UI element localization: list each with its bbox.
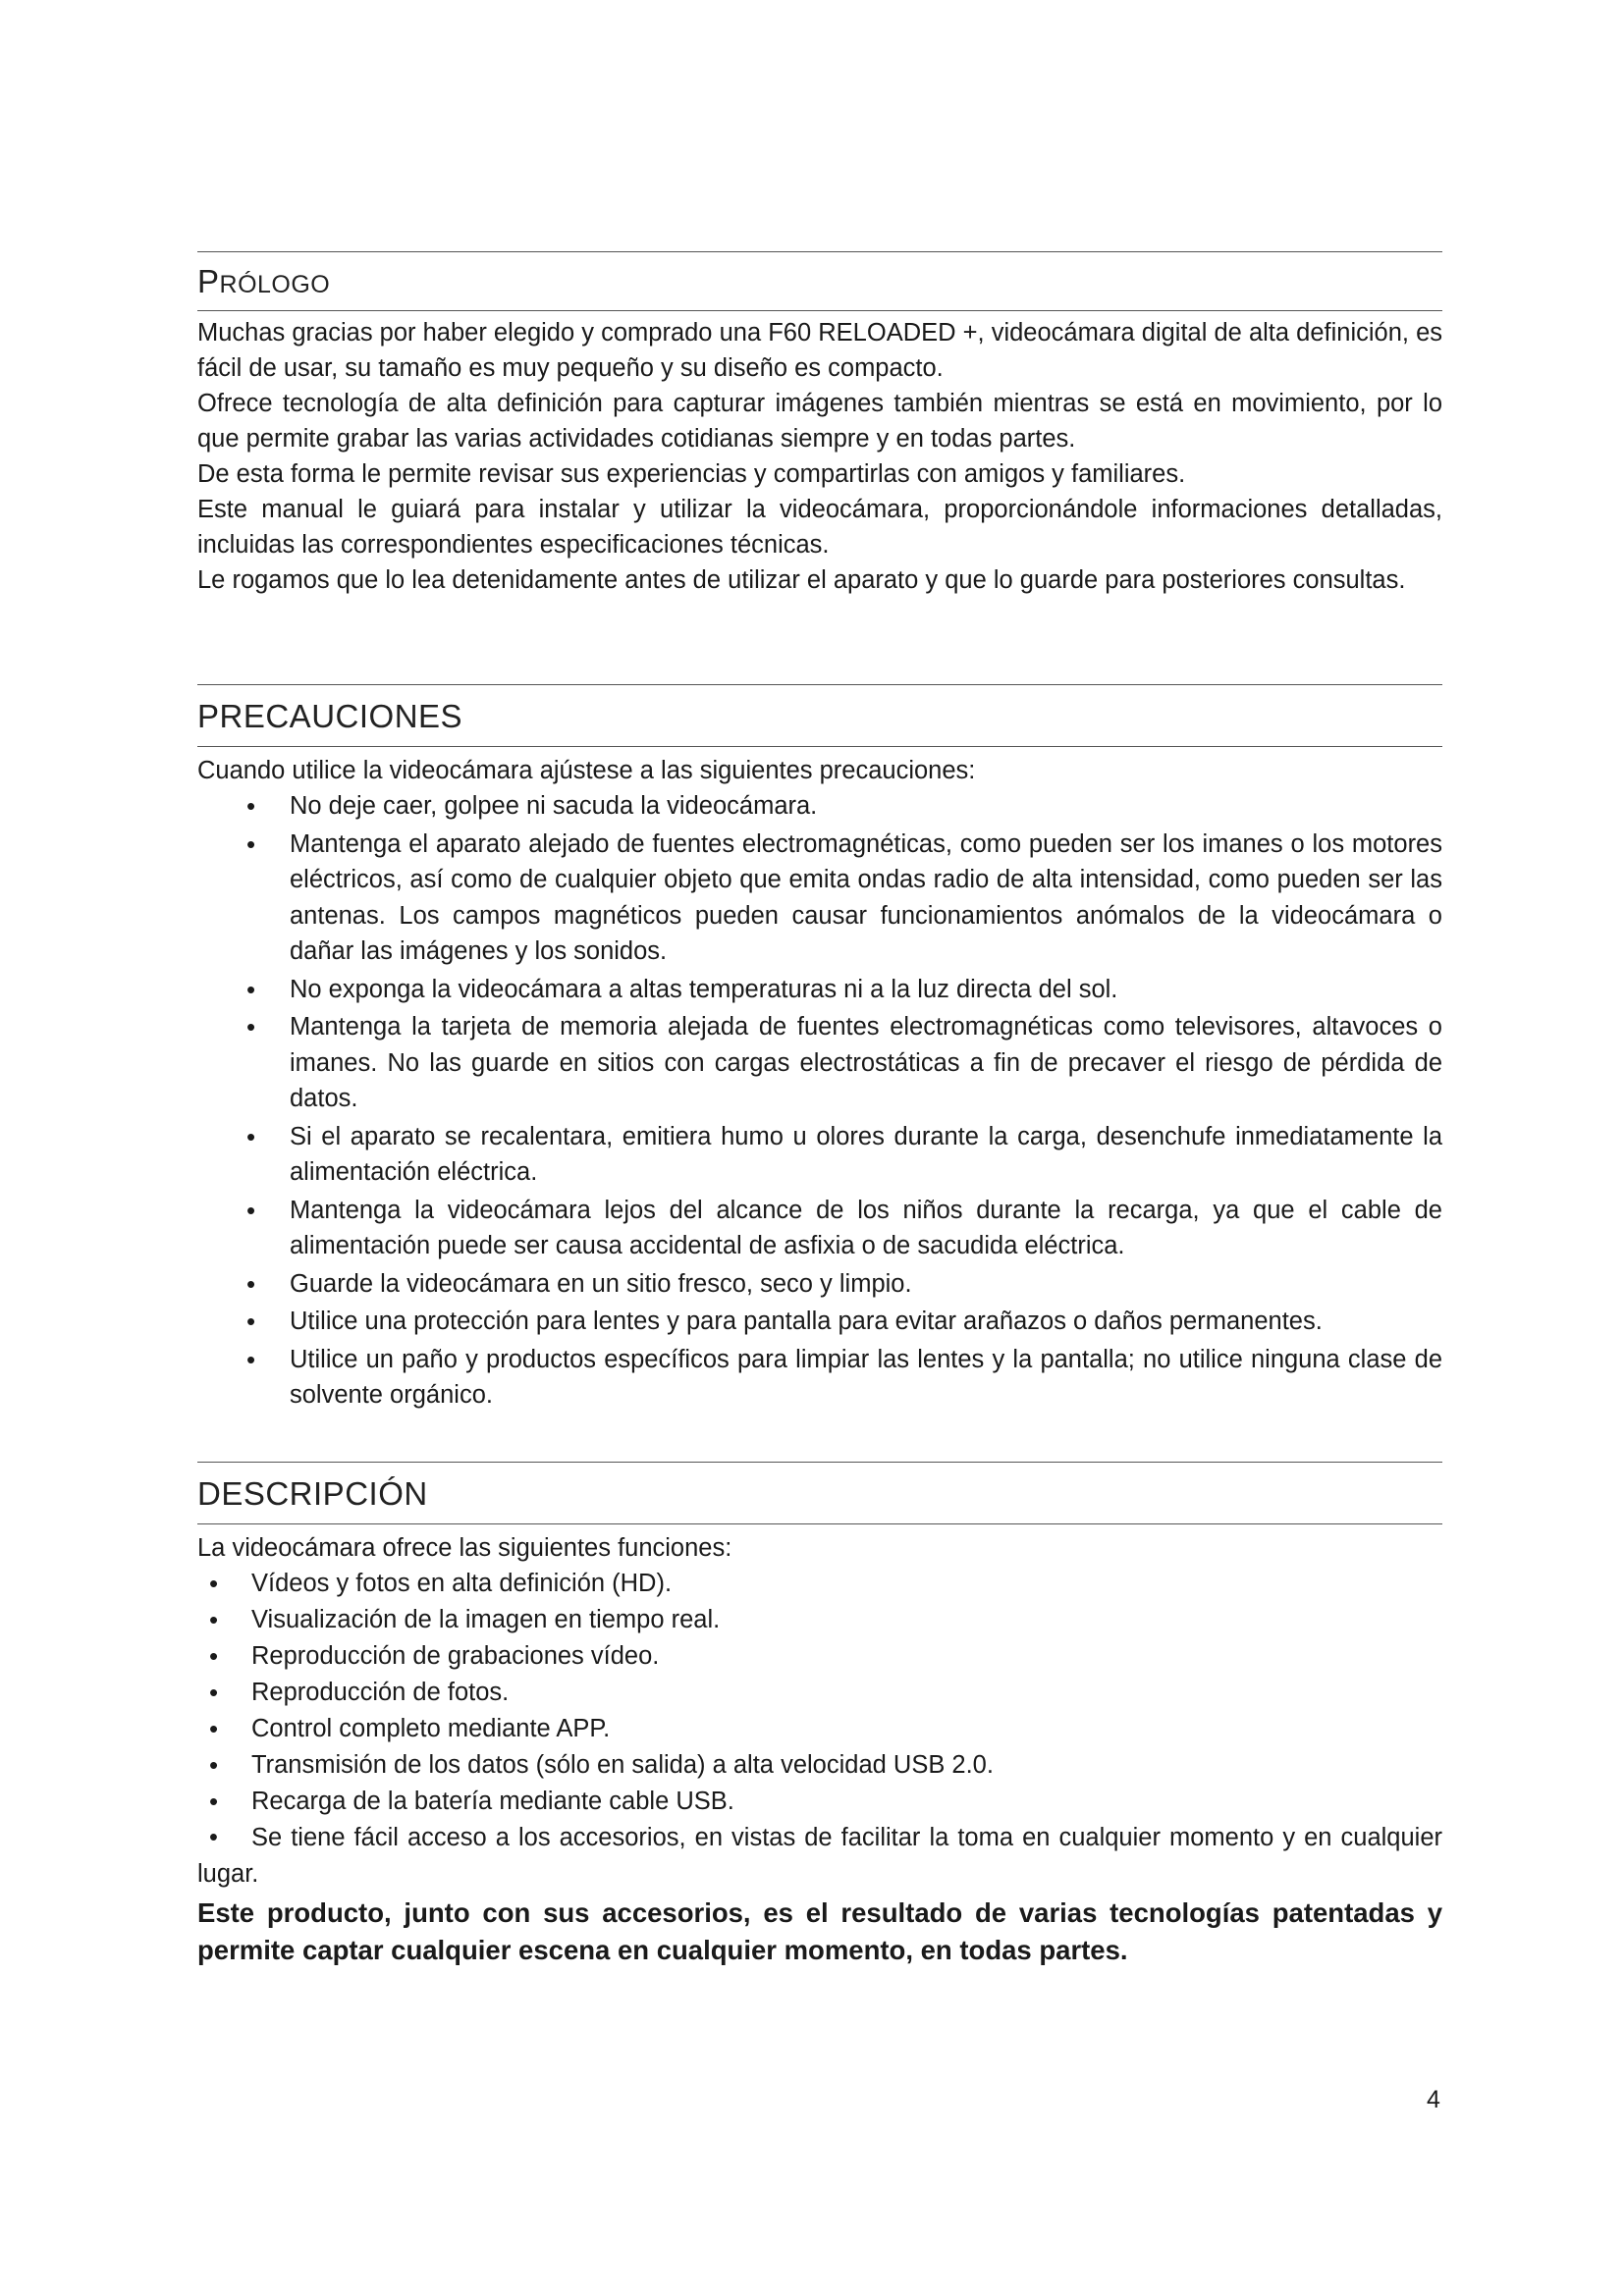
list-item: • Mantenga el aparato alejado de fuentes electromagnéticas, como pueden ser los imanes o los motores eléctricos, así como de cualquier objeto que emita ondas radio de alta intensidad, como pueden ser las antenas. Los campos magnéticos pueden causar funcionamientos anómalos de la videocámara o dañar las imágenes y los sonidos. — [290, 827, 1442, 970]
list-item: • Mantenga la tarjeta de memoria alejada de fuentes electromagnéticas como televisores, altavoces o imanes. No las guarde en sitios con cargas electrostáticas a fin de precaver el riesgo de pérdida de datos. — [290, 1009, 1442, 1117]
prologo-paragraph: De esta forma le permite revisar sus experiencias y compartirlas con amigos y familiares. — [197, 460, 1186, 488]
descripcion-section — [197, 1462, 1442, 1969]
list-item: • Vídeos y fotos en alta definición (HD). — [251, 1566, 1442, 1602]
page-number: 4 — [1427, 2086, 1440, 2113]
prologo-heading — [197, 252, 1442, 310]
list-item-wrapped — [197, 1820, 1442, 1893]
list-item: • No exponga la videocámara a altas temperaturas ni a la luz directa del sol. — [290, 972, 1442, 1008]
descripcion-intro: La videocámara ofrece las siguientes funciones: — [197, 1534, 732, 1562]
precauciones-heading: PRECAUCIONES — [197, 698, 463, 734]
prologo-paragraph: Este manual le guiará para instalar y utilizar la videocámara, proporcionándole informaciones detalladas, incluidas las correspondientes especificaciones técnicas. — [197, 496, 1442, 559]
list-item: • Utilice un paño y productos específicos para limpiar las lentes y la pantalla; no utilice ninguna clase de solvente orgánico. — [290, 1342, 1442, 1414]
precauciones-intro: Cuando utilice la videocámara ajústese a las siguientes precauciones: — [197, 757, 976, 784]
list-item-text: Se tiene fácil acceso a los accesorios, en vistas de facilitar la toma en cualquier momento y en cualquier lugar. — [197, 1824, 1442, 1888]
list-item: • Guarde la videocámara en un sitio fresco, seco y limpio. — [290, 1266, 1442, 1303]
precauciones-list — [197, 788, 1442, 1414]
list-item: • Utilice una protección para lentes y para pantalla para evitar arañazos o daños permanentes. — [290, 1304, 1442, 1340]
list-item: • Reproducción de grabaciones vídeo. — [251, 1638, 1442, 1675]
list-item: • Reproducción de fotos. — [251, 1675, 1442, 1711]
list-item: • Si el aparato se recalentara, emitiera humo u olores durante la carga, desenchufe inmediatamente la alimentación eléctrica. — [290, 1119, 1442, 1191]
descripcion-list — [197, 1566, 1442, 1820]
precauciones-section — [197, 684, 1442, 1415]
descripcion-heading: DESCRIPCIÓN — [197, 1475, 428, 1512]
prologo-section — [197, 251, 1442, 598]
list-item: • Control completo mediante APP. — [251, 1711, 1442, 1747]
prologo-paragraph: Le rogamos que lo lea detenidamente antes de utilizar el aparato y que lo guarde para posteriores consultas. — [197, 566, 1406, 594]
prologo-paragraph: Muchas gracias por haber elegido y comprado una F60 RELOADED +, videocámara digital de alta definición, es fácil de usar, su tamaño es muy pequeño y su diseño es compacto. — [197, 319, 1442, 382]
list-item: • Recarga de la batería mediante cable USB. — [251, 1784, 1442, 1820]
list-item: • Visualización de la imagen en tiempo real. — [251, 1602, 1442, 1638]
list-item: • Transmisión de los datos (sólo en salida) a alta velocidad USB 2.0. — [251, 1747, 1442, 1784]
list-item: • No deje caer, golpee ni sacuda la videocámara. — [290, 788, 1442, 825]
prologo-heading-rest: RÓLOGO — [219, 271, 331, 298]
bullet-glyph: • — [209, 1824, 218, 1851]
prologo-body — [197, 311, 1442, 598]
patent-note: Este producto, junto con sus accesorios, es el resultado de varias tecnologías patentadas y permite captar cualquier escena en cualquier momento, en todas partes. — [197, 1897, 1442, 1965]
prologo-paragraph: Ofrece tecnología de alta definición para capturar imágenes también mientras se está en movimiento, por lo que permite grabar las varias actividades cotidianas siempre y en todas partes. — [197, 390, 1442, 453]
prologo-heading-initial: P — [197, 263, 220, 299]
list-item: • Mantenga la videocámara lejos del alcance de los niños durante la recarga, ya que el cable de alimentación puede ser causa accidental de asfixia o de sacudida eléctrica. — [290, 1193, 1442, 1264]
